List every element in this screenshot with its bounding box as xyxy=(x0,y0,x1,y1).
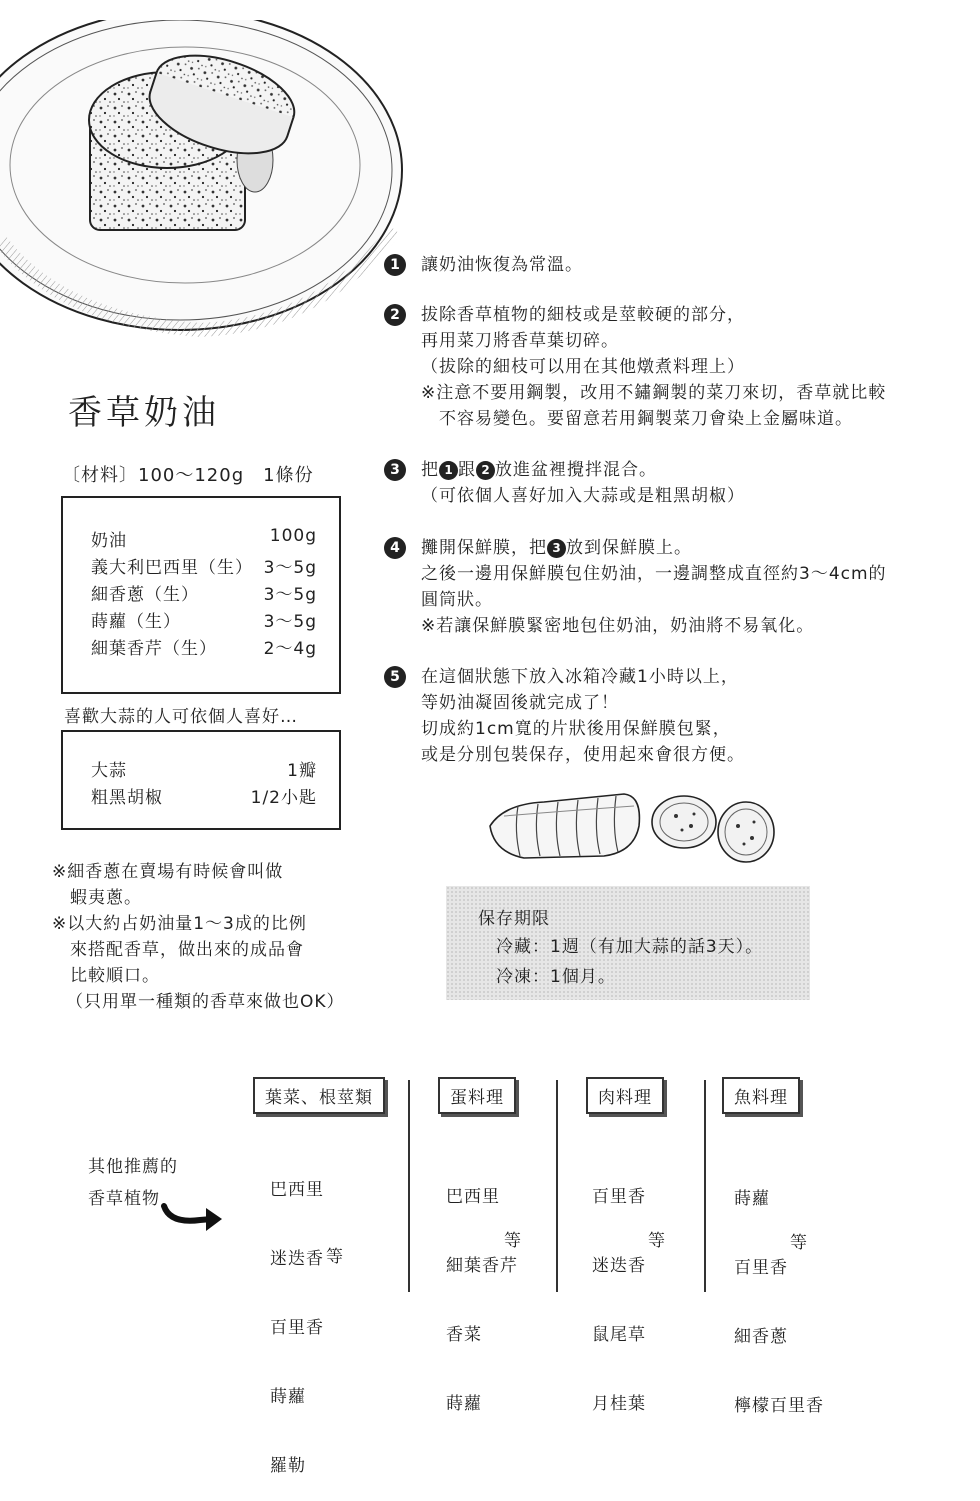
step-1-text xyxy=(421,252,583,278)
step-ref-2: 2 xyxy=(476,461,495,480)
note-line: 蝦夷蔥。 xyxy=(52,888,142,908)
step-line: 之後一邊用保鮮膜包住奶油，一邊調整成直徑約3～4cm的 xyxy=(421,564,887,584)
step-line: 不容易變色。要留意若用鋼製菜刀會染上金屬味道。 xyxy=(421,409,853,429)
step-line: 或是分別包裝保存，使用起來會很方便。 xyxy=(421,745,745,765)
step-line: 在這個狀態下放入冰箱冷藏1小時以上， xyxy=(421,667,739,687)
herb-item: 巴西里 xyxy=(270,1180,324,1200)
category-meat-label: 肉料理 xyxy=(586,1077,664,1114)
step-line: 讓奶油恢復為常溫。 xyxy=(421,255,583,275)
step-number-1: 1 xyxy=(384,254,406,276)
step-number-4: 4 xyxy=(384,537,406,559)
ingredient-name: 粗黑胡椒 xyxy=(91,788,163,808)
step-line: 拔除香草植物的細枝或是莖較硬的部分， xyxy=(421,305,745,325)
ingredient-name: 細香蔥（生） xyxy=(91,585,199,605)
step-text-part: 放到保鮮膜上。 xyxy=(566,538,692,558)
etc-label: 等 xyxy=(504,1231,522,1251)
materials-notes xyxy=(52,859,345,1015)
ingredient-name: 細葉香芹（生） xyxy=(91,639,217,659)
category-egg-label: 蛋料理 xyxy=(438,1077,516,1114)
optional-ingredients-box xyxy=(61,730,341,830)
note-line: ※以大約占奶油量1～3成的比例 xyxy=(52,914,307,934)
step-ref-3: 3 xyxy=(547,539,566,558)
herb-item: 迷迭香 xyxy=(270,1249,324,1269)
herb-item: 蒔蘿 xyxy=(734,1189,770,1209)
herb-item: 百里香 xyxy=(592,1187,646,1207)
ingredient-name: 大蒜 xyxy=(91,761,127,781)
category-fish-label: 魚料理 xyxy=(722,1077,800,1114)
herb-list-fish xyxy=(734,1142,824,1441)
note-line: （只用單一種類的香草來做也OK） xyxy=(66,992,345,1012)
step-number-2: 2 xyxy=(384,304,406,326)
ingredient-amount: 2～4g xyxy=(263,639,317,659)
herb-item: 蒔蘿 xyxy=(446,1394,482,1414)
herb-item: 百里香 xyxy=(734,1258,788,1278)
storage-title: 保存期限 xyxy=(478,909,550,929)
herb-list-egg xyxy=(446,1140,518,1439)
storage-info-box xyxy=(446,886,810,1000)
herb-list-vegetables xyxy=(270,1133,324,1501)
herb-item: 月桂葉 xyxy=(592,1394,646,1414)
column-divider xyxy=(556,1080,558,1292)
step-line: 切成約1cm寬的片狀後用保鮮膜包緊， xyxy=(421,719,731,739)
herb-item: 蒔蘿 xyxy=(270,1387,306,1407)
step-4-text xyxy=(421,535,887,639)
other-herbs-label-line-2: 香草植物 xyxy=(88,1189,160,1209)
step-line: （可依個人喜好加入大蒜或是粗黑胡椒） xyxy=(421,486,745,506)
step-text-part: 跟 xyxy=(458,460,476,480)
note-line: 比較順口。 xyxy=(52,966,160,986)
ingredient-name: 奶油 xyxy=(91,531,127,551)
herb-item: 檸檬百里香 xyxy=(734,1396,824,1416)
etc-label: 等 xyxy=(648,1231,666,1251)
step-text-part: 攤開保鮮膜，把 xyxy=(421,538,547,558)
step-line: （拔除的細枝可以用在其他燉煮料理上） xyxy=(421,357,745,377)
ingredient-amount: 3～5g xyxy=(263,612,317,632)
step-text-part: 放進盆裡攪拌混合。 xyxy=(495,460,657,480)
column-divider xyxy=(704,1080,706,1292)
step-number-5: 5 xyxy=(384,666,406,688)
step-number-3: 3 xyxy=(384,459,406,481)
step-5-text xyxy=(421,664,745,768)
step-line: 等奶油凝固後就完成了！ xyxy=(421,693,619,713)
herb-item: 百里香 xyxy=(270,1318,324,1338)
step-line: ※若讓保鮮膜緊密地包住奶油，奶油將不易氧化。 xyxy=(421,616,815,636)
ingredient-amount: 1瓣 xyxy=(287,761,317,781)
herb-item: 細葉香芹 xyxy=(446,1256,518,1276)
herb-item: 羅勒 xyxy=(270,1456,306,1476)
step-ref-1: 1 xyxy=(439,461,458,480)
herb-item: 迷迭香 xyxy=(592,1256,646,1276)
step-line: ※注意不要用鋼製，改用不鏽鋼製的菜刀來切，香草就比較 xyxy=(421,383,887,403)
column-divider xyxy=(408,1080,410,1292)
step-2-text xyxy=(421,302,886,432)
step-text-part: 把 xyxy=(421,460,439,480)
category-vegetables-label: 葉菜、根莖類 xyxy=(253,1077,385,1114)
ingredient-amount: 100g xyxy=(269,526,317,546)
ingredient-amount: 3～5g xyxy=(263,558,317,578)
note-line: ※細香蔥在賣場有時候會叫做 xyxy=(52,862,284,882)
etc-label: 等 xyxy=(326,1247,344,1267)
note-line: 來搭配香草，做出來的成品會 xyxy=(52,940,304,960)
herb-item: 巴西里 xyxy=(446,1187,500,1207)
herb-butter-plate-illustration xyxy=(0,20,410,360)
etc-label: 等 xyxy=(790,1233,808,1253)
ingredients-box xyxy=(61,496,341,694)
step-3-text xyxy=(421,457,745,509)
step-line xyxy=(421,535,887,561)
ingredient-name: 蒔蘿（生） xyxy=(91,612,181,632)
storage-fridge: 冷藏：1週（有加大蒜的話3天）。 xyxy=(496,937,764,957)
step-line: 再用菜刀將香草葉切碎。 xyxy=(421,331,619,351)
page-title: 香草奶油 xyxy=(68,393,220,433)
ingredient-name: 義大利巴西里（生） xyxy=(91,558,253,578)
herb-item: 香菜 xyxy=(446,1325,482,1345)
arrow-right-icon xyxy=(160,1198,230,1238)
step-line: 圓筒狀。 xyxy=(421,590,493,610)
storage-freezer: 冷凍：1個月。 xyxy=(496,967,616,987)
step-line xyxy=(421,457,745,483)
optional-intro: 喜歡大蒜的人可依個人喜好… xyxy=(64,707,298,727)
materials-header: 〔材料〕100～120g 1條份 xyxy=(62,465,314,486)
wrapped-butter-illustration xyxy=(484,786,784,866)
other-herbs-label-line-1: 其他推薦的 xyxy=(88,1157,178,1177)
ingredient-amount: 3～5g xyxy=(263,585,317,605)
herb-item: 鼠尾草 xyxy=(592,1325,646,1345)
herb-list-meat xyxy=(592,1140,646,1439)
ingredient-amount: 1/2小匙 xyxy=(250,788,317,808)
herb-item: 細香蔥 xyxy=(734,1327,788,1347)
